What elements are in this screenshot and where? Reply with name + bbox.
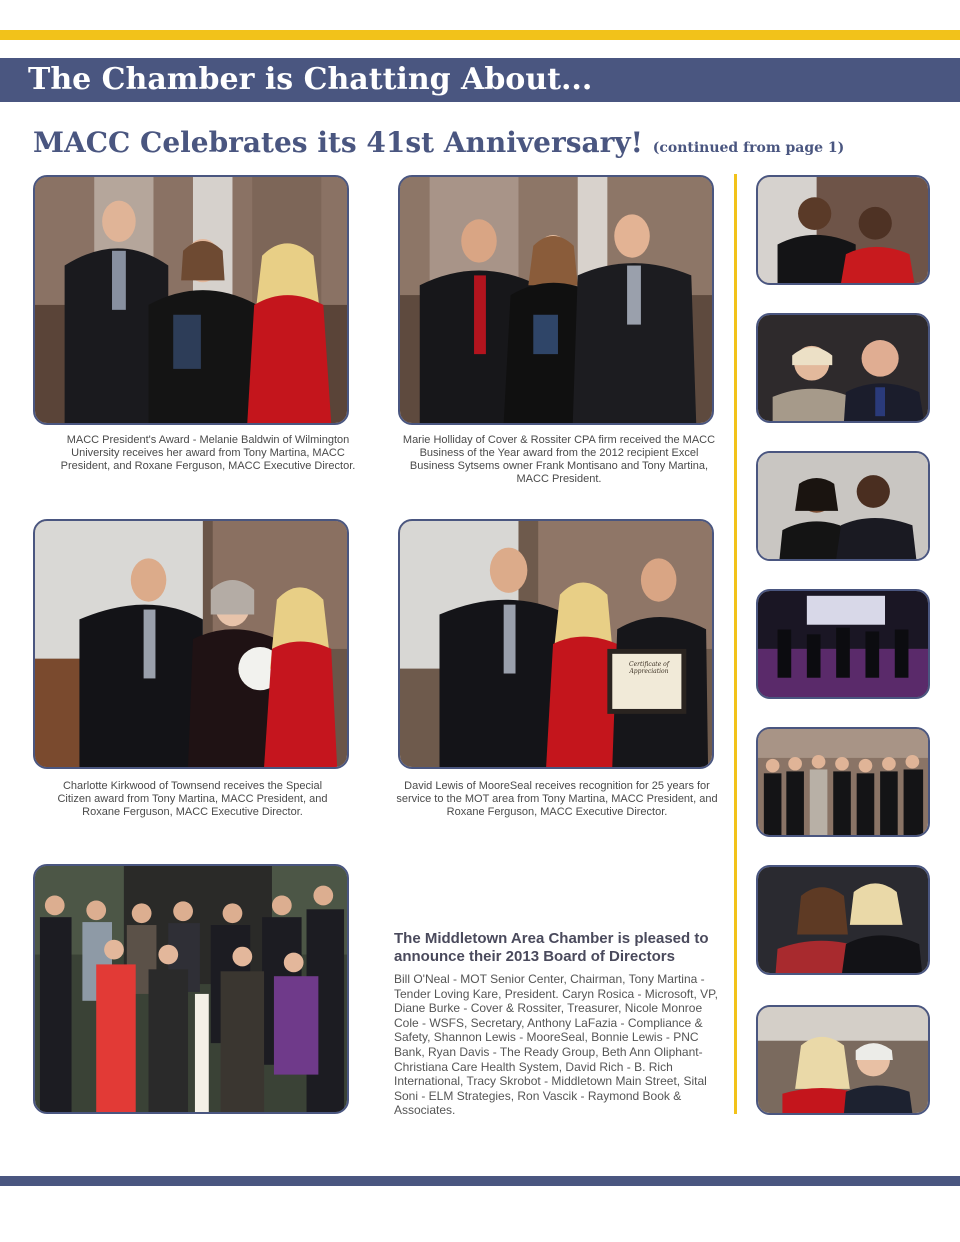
article-headline <box>33 124 844 167</box>
column-divider <box>734 174 737 1114</box>
headline-main: MACC Celebrates its 41st Anniversary! <box>33 126 643 159</box>
caption-special-citizen: Charlotte Kirkwood of Townsend receives the Special Citizen award from Tony Martina, MACC President, and Roxane Ferguson, MACC Executive Director. <box>57 780 328 818</box>
photo-board-group <box>33 864 349 1114</box>
certificate-text: Certificate of Appreciation <box>629 661 669 675</box>
top-gold-rule <box>0 30 960 40</box>
thumb-photo-couple-1 <box>756 175 930 285</box>
board-members-list: Bill O'Neal - MOT Senior Center, Chairman, Tony Martina -Tender Loving Kare, President. Caryn Rosica - Microsoft, VP, Diane Burke - Cover & Rossiter, Treasurer, Nicole Monroe Cole - WSFS, Secretary, Anthony LaFazia - Compliance & Safety, Shannon Lewis - MooreSeal, Bonnie Lewis - PNC Bank, Ryan Davis - The Ready Group, Beth Ann Oliphant- Christiana Care Health System, David Rich - B. Rich International, Tracy Skrobot - Middletown Main Street, Sital Soni - ELM Strategies, Ron Vascik - Raymond Book & Associates. <box>394 972 718 1118</box>
photo-service-recognition <box>398 519 714 769</box>
section-title: The Chamber is Chatting About... <box>28 62 593 97</box>
photo-business-of-year <box>398 175 714 425</box>
photo-special-citizen <box>33 519 349 769</box>
thumb-photo-two-women-1 <box>756 865 930 975</box>
caption-service-recognition: David Lewis of MooreSeal receives recognition for 25 years for service to the MOT area from Tony Martina, MACC President, and Roxane Ferguson, MACC Executive Director. <box>396 780 718 818</box>
thumb-photo-women-group <box>756 727 930 837</box>
thumb-photo-two-women-2 <box>756 1005 930 1115</box>
thumb-photo-couple-3 <box>756 451 930 561</box>
photo-presidents-award <box>33 175 349 425</box>
thumb-photo-couple-2 <box>756 313 930 423</box>
bottom-navy-rule <box>0 1176 960 1186</box>
board-announcement-title: The Middletown Area Chamber is pleased to announce their 2013 Board of Directors <box>394 930 709 965</box>
caption-presidents-award: MACC President's Award - Melanie Baldwin of Wilmington University receives her award from Tony Martina, MACC President, and Roxane Ferguson, MACC Executive Director. <box>60 434 356 472</box>
caption-business-of-year: Marie Holliday of Cover & Rossiter CPA firm received the MACC Business of the Year award from the 2012 recipient Excel Business Sytsems owner Frank Montisano and Tony Martina, MACC President. <box>402 434 716 485</box>
thumb-photo-band <box>756 589 930 699</box>
headline-continued: (continued from page 1) <box>652 140 845 156</box>
